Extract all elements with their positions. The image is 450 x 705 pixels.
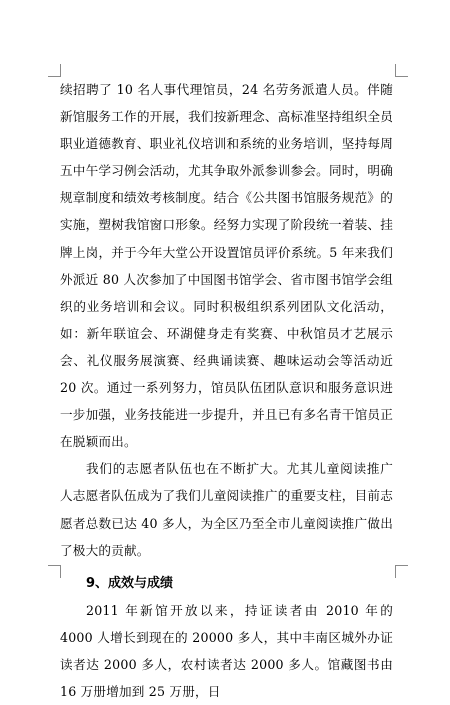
paragraph-staff-training: 续招聘了 10 名人事代理馆员，24 名劳务派遣人员。伴随新馆服务工作的开展，我们按新理念、高标准坚持组织全员职业道德教育、职业礼仪培训和系统的业务培训，坚持每周五中午学习例会活动，尤其争取外派参训参会。同时，明确规章制度和绩效考核制度。结合《公共图书馆服务规范》的实施，塑树我馆窗口形象。经努力实现了阶段统一着装、挂牌上岗，并于今年大堂公开设置馆员评价系统。5 年来我们外派近 80 人次参加了中国图书馆学会、省市图书馆学会组织的业务培训和会议。同时积极组织系列团队文化活动，如：新年联谊会、环湖健身走有奖赛、中秋馆员才艺展示会、礼仪服务展演赛、经典诵读赛、趣味运动会等活动近 20 次。通过一系列努力，馆员队伍团队意识和服务意识进一步加强，业务技能进一步提升，并且已有多名青干馆员正在脱颖而出。 [60,82,393,450]
document-body [60,76,393,705]
paragraph-achievements: 2011 年新馆开放以来，持证读者由 2010 年的 4000 人增长到现在的 20000 多人，其中丰南区城外办证读者达 2000 多人，农村读者达 2000 多人。馆藏图书由 16 万册增加到 25 万册，日 [60,602,393,700]
crop-mark-bottom-right [395,565,408,578]
crop-mark-top-right [395,64,408,77]
section-heading: 9、成效与成绩 [86,575,174,591]
paragraph-volunteers: 我们的志愿者队伍也在不断扩大。尤其儿童阅读推广人志愿者队伍成为了我们儿童阅读推广的重要支柱，目前志愿者总数已达 40 多人，为全区乃至全市儿童阅读推广做出了极大的贡献。 [60,461,393,558]
